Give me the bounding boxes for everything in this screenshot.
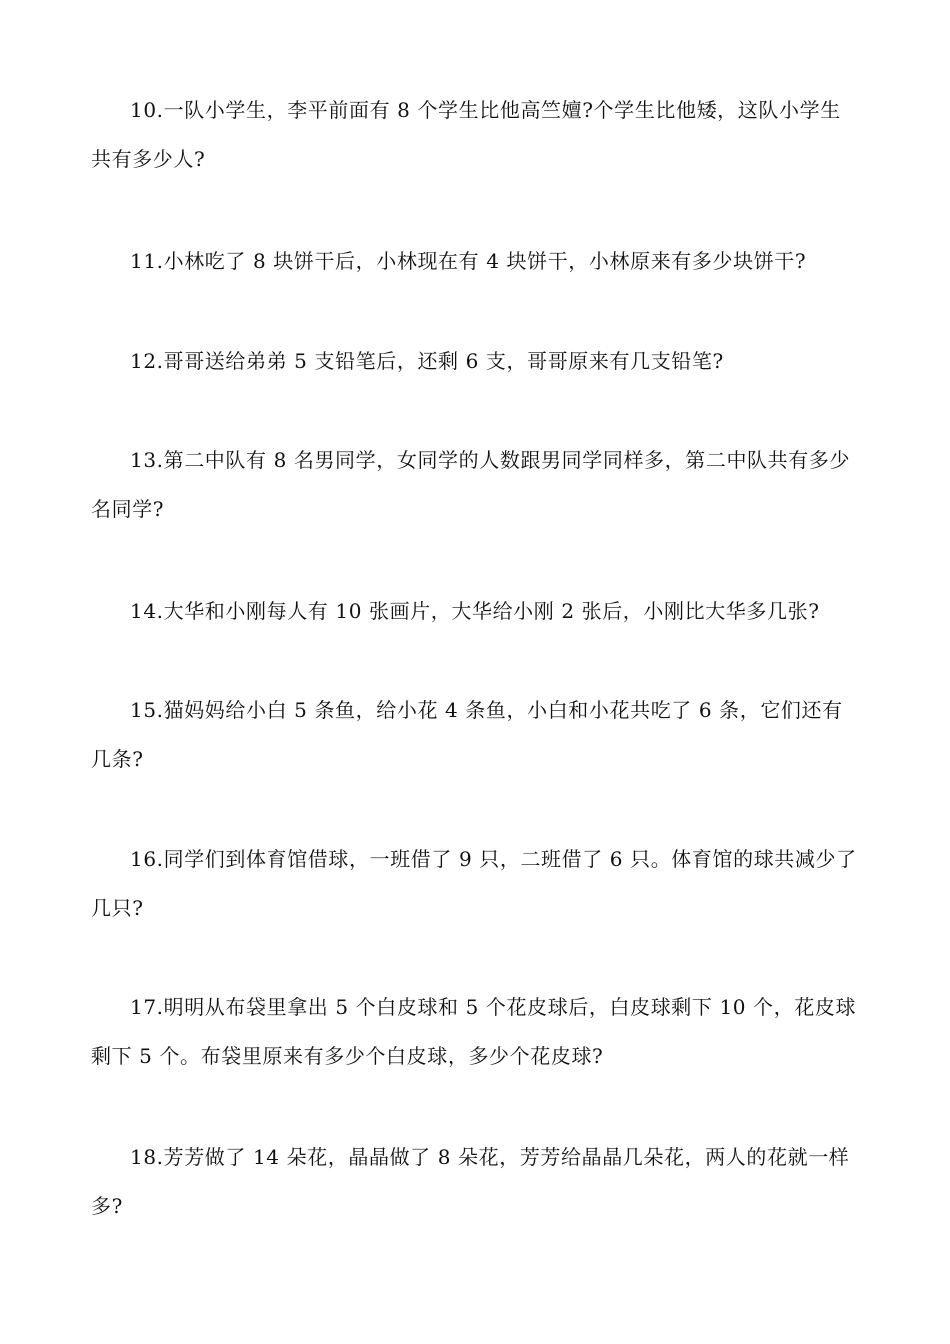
problem-12 [91, 337, 861, 386]
problem-text: 大华和小刚每人有 10 张画片，大华给小刚 2 张后，小刚比大华多几张? [163, 599, 820, 623]
problem-text: 猫妈妈给小白 5 条鱼，给小花 4 条鱼，小白和小花共吃了 6 条，它们还有几条? [91, 698, 843, 771]
problem-text: 一队小学生，李平前面有 8 个学生比他高竺嬗?个学生比他矮，这队小学生共有多少人? [91, 98, 841, 171]
problem-11 [91, 237, 861, 286]
problem-17 [91, 983, 861, 1081]
problem-number: 17. [130, 995, 164, 1019]
problem-text: 哥哥送给弟弟 5 支铅笔后，还剩 6 支，哥哥原来有几支铅笔? [163, 349, 724, 373]
problem-text: 小林吃了 8 块饼干后，小林现在有 4 块饼干，小林原来有多少块饼干? [163, 249, 807, 273]
problem-text: 第二中队有 8 名男同学，女同学的人数跟男同学同样多，第二中队共有多少名同学? [91, 448, 851, 521]
problem-number: 18. [130, 1145, 164, 1169]
problem-10 [91, 86, 861, 184]
problem-number: 16. [130, 847, 164, 871]
problem-number: 15. [130, 698, 164, 722]
problem-number: 13. [130, 448, 164, 472]
problem-18 [91, 1133, 861, 1231]
problem-number: 14. [130, 599, 164, 623]
problem-13 [91, 436, 861, 534]
problem-number: 11. [130, 249, 164, 273]
problem-14 [91, 587, 861, 636]
problem-number: 10. [130, 98, 164, 122]
problem-text: 同学们到体育馆借球，一班借了 9 只，二班借了 6 只。体育馆的球共减少了几只? [91, 847, 857, 920]
problem-15 [91, 686, 861, 784]
problem-text: 明明从布袋里拿出 5 个白皮球和 5 个花皮球后，白皮球剩下 10 个，花皮球剩下 5 个。布袋里原来有多少个白皮球，多少个花皮球? [91, 995, 857, 1068]
problem-number: 12. [130, 349, 164, 373]
problem-text: 芳芳做了 14 朵花，晶晶做了 8 朵花，芳芳给晶晶几朵花，两人的花就一样多? [91, 1145, 850, 1218]
problem-16 [91, 835, 861, 933]
